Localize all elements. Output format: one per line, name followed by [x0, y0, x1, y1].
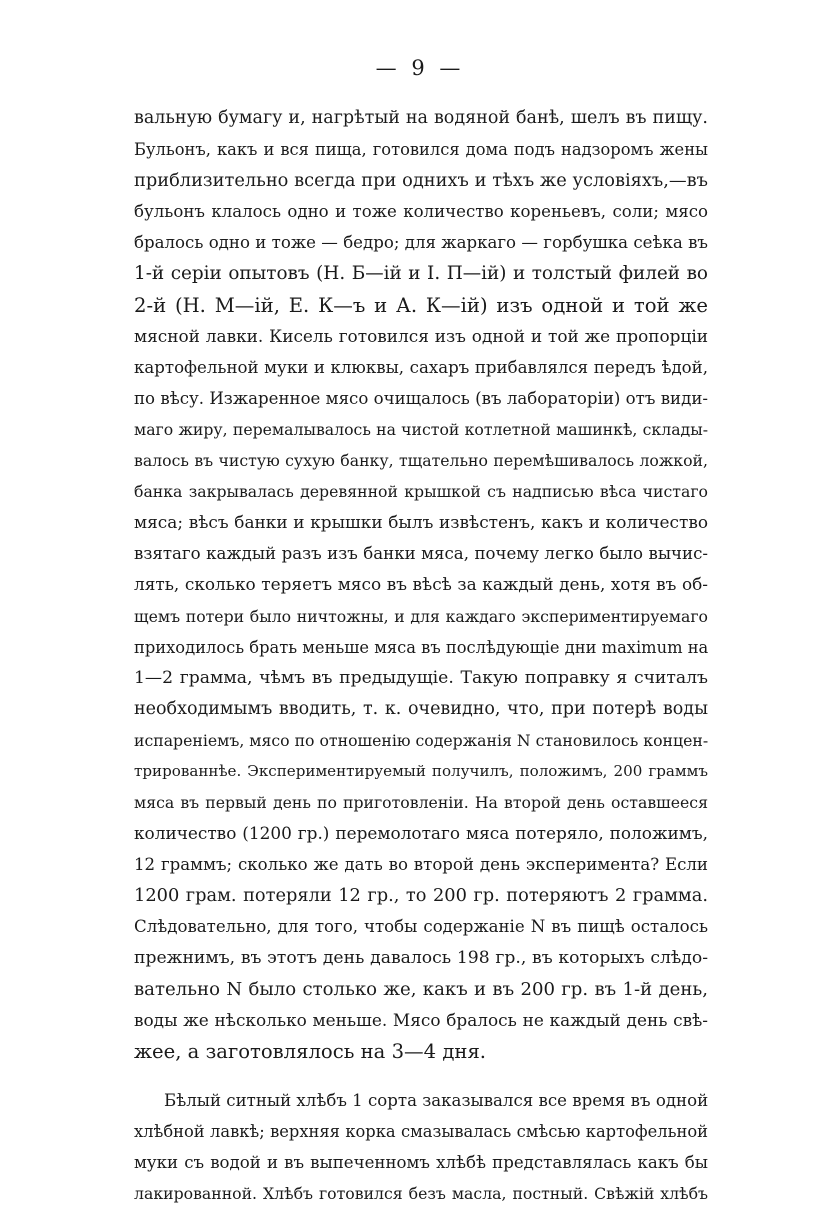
text-line: лакированной. Хлѣбъ готовился безъ масла, постный. Свѣжій хлѣбъ [134, 1184, 708, 1204]
text-line: лять, сколько теряетъ мясо въ вѣсѣ за каждый день, хотя въ об- [134, 574, 708, 595]
text-line: мясной лавки. Кисель готовился изъ одной и той же пропорціи [134, 325, 708, 346]
text-line: испареніемъ, мясо по отношенію содержанія N становилось концен- [134, 730, 709, 750]
text-line: 1-й серіи опытовъ (Н. Б—ій и I. П—ій) и толстый филей во [134, 263, 708, 285]
body-text [134, 103, 708, 1209]
text-line: вальную бумагу и, нагрѣтый на водяной банѣ, шелъ въ пищу. [134, 108, 708, 128]
text-line: приходилось брать меньше мяса въ послѣдующіе дни maximum на [134, 637, 709, 657]
text-line: 1200 грам. потеряли 12 гр., то 200 гр. потеряютъ 2 грамма. [134, 885, 708, 907]
text-line: картофельной муки и клюквы, сахаръ прибавлялся передъ ѣдой, [134, 357, 708, 377]
text-line: 12 граммъ; сколько же дать во второй день эксперимента? Если [134, 855, 708, 875]
paragraph-1 [134, 103, 708, 1067]
text-line: вательно N было столько же, какъ и въ 200 гр. въ 1-й день, [134, 978, 708, 1000]
text-line: Бѣлый ситный хлѣбъ 1 сорта заказывался все время въ одной [164, 1090, 709, 1110]
text-line: прежнимъ, въ этотъ день давалось 198 гр., въ которыхъ слѣдо- [134, 947, 708, 968]
text-line: щемъ потери было ничтожны, и для каждаго экспериментируемаго [134, 606, 708, 626]
page-number: — 9 — [375, 56, 465, 80]
text-line: по вѣсу. Изжаренное мясо очищалось (въ лабораторіи) отъ види- [134, 388, 708, 408]
text-line: валось въ чистую сухую банку, тщательно перемѣшивалось ложкой, [134, 451, 708, 471]
text-line: банка закрывалась деревянной крышкой съ надписью вѣса чистаго [134, 482, 708, 502]
text-line: хлѣбной лавкѣ; верхняя корка смазывалась смѣсью картофельной [134, 1122, 708, 1141]
text-line: 1—2 грамма, чѣмъ въ предыдущіе. Такую поправку я считалъ [134, 667, 708, 688]
text-line: воды же нѣсколько меньше. Мясо бралось не каждый день свѣ- [134, 1009, 708, 1030]
text-line: бралось одно и тоже — бедро; для жаркаго — горбушка сеѣка въ [134, 233, 708, 253]
text-line: бульонъ клалось одно и тоже количество кореньевъ, соли; мясо [134, 202, 708, 222]
paragraph-gap [134, 1067, 708, 1085]
text-line: Слѣдовательно, для того, чтобы содержаніе N въ пищѣ осталось [134, 917, 708, 937]
text-line: муки съ водой и въ выпеченномъ хлѣбѣ представлялась какъ бы [134, 1153, 708, 1173]
text-line: приблизительно всегда при однихъ и тѣхъ же условіяхъ,—въ [134, 170, 708, 192]
text-line: количество (1200 гр.) перемолотаго мяса потеряло, положимъ, [134, 823, 708, 844]
text-line: Бульонъ, какъ и вся пища, готовился дома подъ надзоромъ жены [134, 140, 708, 160]
text-line: жее, а заготовлялось на 3—4 дня. [134, 1039, 487, 1063]
text-line: маго жиру, перемалывалось на чистой котлетной машинкѣ, склады- [134, 419, 708, 439]
text-line: мяса; вѣсъ банки и крышки былъ извѣстенъ, какъ и количество [134, 512, 708, 533]
text-line: взятаго каждый разъ изъ банки мяса, почему легко было вычис- [134, 544, 708, 564]
text-line: необходимымъ вводить, т. к. очевидно, что, при потерѣ воды [134, 698, 708, 719]
text-line: трированнѣе. Экспериментируемый получилъ, положимъ, 200 граммъ [134, 761, 708, 780]
text-line: мяса въ первый день по приготовленіи. На второй день оставшееся [134, 793, 708, 813]
text-line: 2-й (Н. М—ій, Е. К—ъ и А. К—ій) изъ одной и той же [134, 293, 708, 317]
paragraph-2 [134, 1085, 708, 1209]
